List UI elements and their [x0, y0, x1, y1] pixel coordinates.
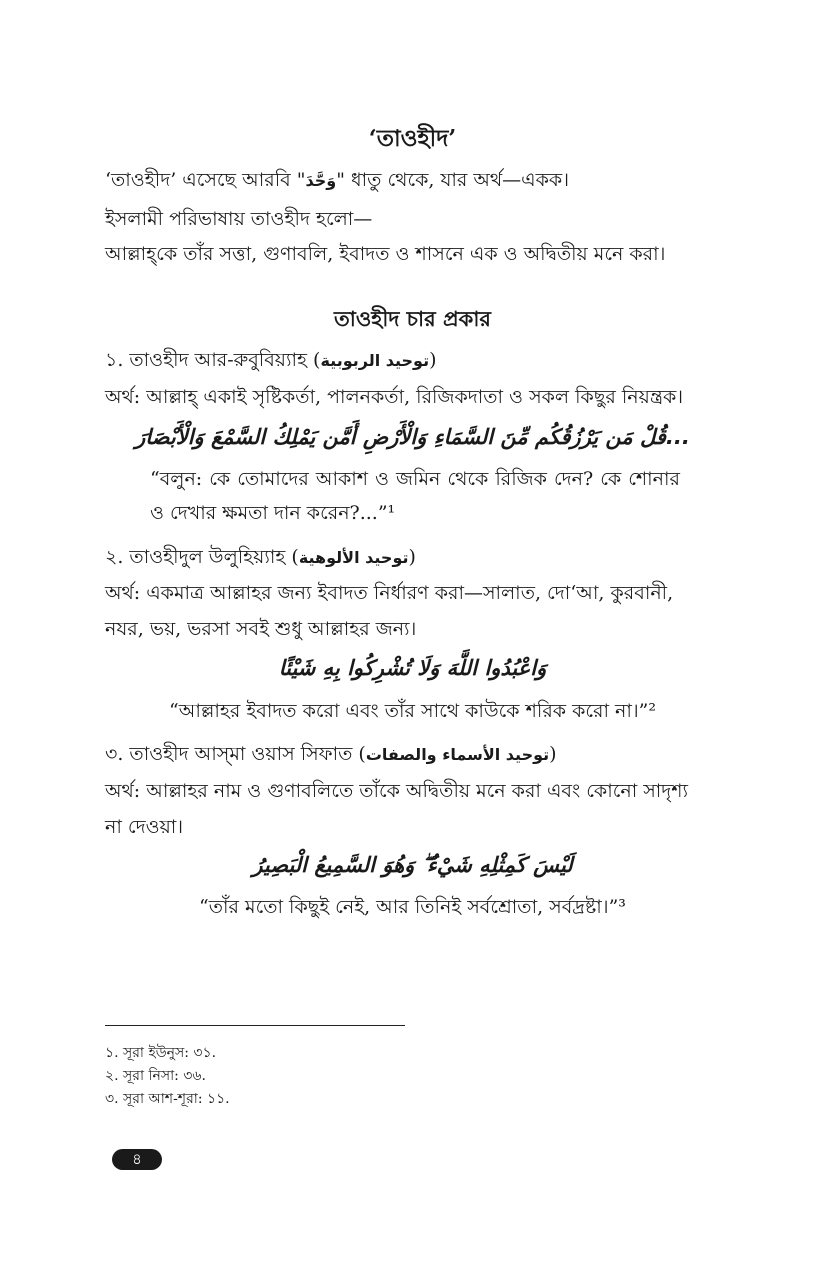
type-3-heading: [105, 740, 725, 769]
type-2-translation: “আল্লাহর ইবাদত করো এবং তাঁর সাথে কাউকে শরিক করো না।”²: [168, 700, 657, 722]
type-1-meaning: অর্থ: আল্লাহ্‌ একাই সৃষ্টিকর্তা, পালনকর্তা, রিজিকদাতা ও সকল কিছুর নিয়ন্ত্রক।: [105, 386, 684, 408]
type-3-verse: لَيْسَ كَمِثْلِهِ شَيْءٌ ۖ وَهُوَ السَّمِيعُ الْبَصِيرُ: [252, 853, 573, 877]
type-2-heading-close: ): [408, 546, 416, 568]
footnote-divider: [105, 1025, 405, 1026]
type-3-heading-arabic: توحيد الأسماء والصفات: [365, 745, 550, 764]
intro-line-1: [105, 166, 725, 195]
intro-line-1-post: " ধাতু থেকে, যার অর্থ—একক।: [336, 169, 570, 191]
type-2-meaning-1: অর্থ: একমাত্র আল্লাহর জন্য ইবাদত নির্ধারণ করা—সালাত, দো‘আ, কুরবানী,: [105, 582, 674, 604]
type-1-translation: “বলুন: কে তোমাদের আকাশ ও জমিন থেকে রিজিক দেন? কে শোনার ও দেখার ক্ষমতা দান করেন?...”¹: [150, 468, 680, 524]
type-1-heading-arabic: توحيد الربوبية: [320, 351, 430, 370]
type-2-heading: [105, 543, 725, 572]
type-2-verse: وَاعْبُدُوا اللَّهَ وَلَا تُشْرِكُوا بِهِ شَيْئًا: [278, 656, 547, 680]
intro-line-3: আল্লাহ্‌কে তাঁর সত্তা, গুণাবলি, ইবাদত ও শাসনে এক ও অদ্বিতীয় মনে করা।: [105, 243, 666, 265]
intro-line-1-pre: ‘তাওহীদ’ এসেছে আরবি ": [105, 169, 306, 191]
type-3-heading-close: ): [549, 743, 557, 765]
type-3-translation: “তাঁর মতো কিছুই নেই, আর তিনিই সর্বশ্রোতা, সর্বদ্রষ্টা।”³: [199, 896, 626, 918]
section-heading: তাওহীদ চার প্রকার: [334, 306, 491, 331]
type-3-heading-text: ৩. তাওহীদ আস্‌মা ওয়াস সিফাত (: [105, 743, 366, 765]
page-title: ‘তাওহীদ’: [368, 125, 457, 152]
type-1-heading-text: ১. তাওহীদ আর-রুবুবিয়্যাহ (: [105, 349, 321, 371]
type-1-heading: [105, 346, 725, 375]
footnote-1: ১. সূরা ইউনুস: ৩১.: [105, 1045, 217, 1061]
footnote-2: ২. সূরা নিসা: ৩৬.: [105, 1068, 206, 1084]
intro-line-2: ইসলামী পরিভাষায় তাওহীদ হলো—: [105, 208, 373, 230]
intro-line-1-arabic: وَحَّدَ: [305, 171, 337, 190]
type-1-verse: ...قُلْ مَن يَرْزُقُكُم مِّنَ السَّمَاءِ وَالْأَرْضِ أَمَّن يَمْلِكُ السَّمْعَ وَالْأَبْصَارَ: [135, 425, 690, 449]
footnote-3: ৩. সূরা আশ-শূরা: ১১.: [105, 1091, 230, 1107]
type-2-heading-text: ২. তাওহীদুল উলুহিয়্যাহ (: [105, 546, 299, 568]
type-2-meaning-2: নযর, ভয়, ভরসা সবই শুধু আল্লাহর জন্য।: [105, 618, 417, 640]
type-1-heading-close: ): [429, 349, 437, 371]
type-2-heading-arabic: توحيد الألوهية: [298, 548, 409, 567]
type-3-meaning-2: না দেওয়া।: [105, 816, 184, 838]
page-number-badge: ৪: [112, 1149, 162, 1170]
type-3-meaning-1: অর্থ: আল্লাহর নাম ও গুণাবলিতে তাঁকে অদ্বিতীয় মনে করা এবং কোনো সাদৃশ্য: [105, 780, 689, 802]
